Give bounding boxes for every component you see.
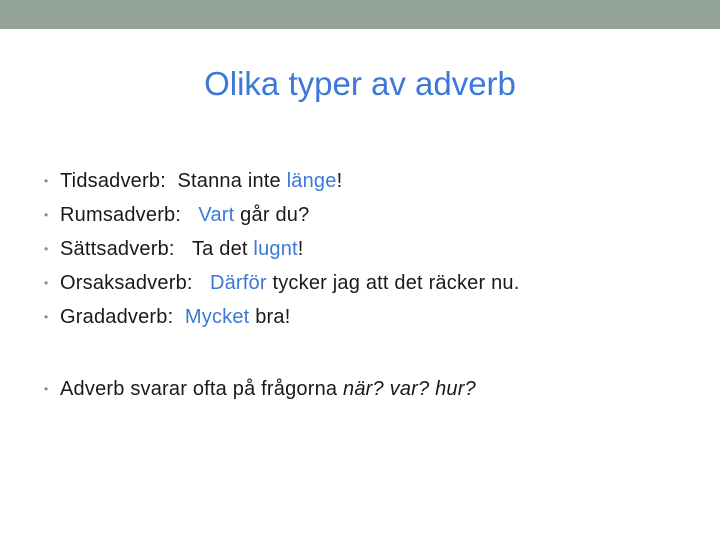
item-adverb-highlight: Vart bbox=[198, 204, 235, 226]
bullet-dot-icon: • bbox=[44, 276, 49, 290]
item-adverb-highlight: Mycket bbox=[184, 306, 250, 328]
bullet-item-gradadverb bbox=[44, 300, 704, 334]
summary-questions: när? var? hur? bbox=[343, 378, 476, 400]
bullet-item-orsaksadverb bbox=[44, 266, 704, 300]
bullet-dot-icon: • bbox=[44, 382, 49, 396]
item-example-post: ! bbox=[297, 238, 304, 260]
item-example-post: går du? bbox=[234, 204, 310, 226]
item-example-pre: Stanna inte bbox=[177, 170, 287, 192]
item-adverb-highlight: lugnt bbox=[253, 238, 298, 260]
item-example-post: ! bbox=[336, 170, 343, 192]
item-example-pre: Ta det bbox=[191, 238, 254, 260]
bullet-item-tidsadverb bbox=[44, 164, 704, 198]
bullet-item-summary bbox=[44, 372, 704, 406]
item-label: Tidsadverb: bbox=[60, 170, 166, 192]
summary-text: Adverb svarar ofta på frågorna bbox=[60, 378, 344, 400]
bullet-dot-icon: • bbox=[44, 242, 49, 256]
item-label: Gradadverb: bbox=[60, 306, 174, 328]
item-example-post: bra! bbox=[249, 306, 291, 328]
slide-title: Olika typer av adverb bbox=[204, 65, 516, 102]
bullet-item-rumsadverb bbox=[44, 198, 704, 232]
bullet-list bbox=[44, 164, 704, 406]
top-bar bbox=[0, 0, 720, 29]
item-adverb-highlight: länge bbox=[286, 170, 337, 192]
item-label: Rumsadverb: bbox=[60, 204, 182, 226]
item-label: Sättsadverb: bbox=[60, 238, 175, 260]
item-example-post: tycker jag att det räcker nu. bbox=[266, 272, 520, 294]
item-adverb-highlight: Därför bbox=[209, 272, 267, 294]
bullet-dot-icon: • bbox=[44, 174, 49, 188]
item-label: Orsaksadverb: bbox=[60, 272, 193, 294]
bullet-item-sattsadverb bbox=[44, 232, 704, 266]
bullet-dot-icon: • bbox=[44, 208, 49, 222]
bullet-dot-icon: • bbox=[44, 310, 49, 324]
